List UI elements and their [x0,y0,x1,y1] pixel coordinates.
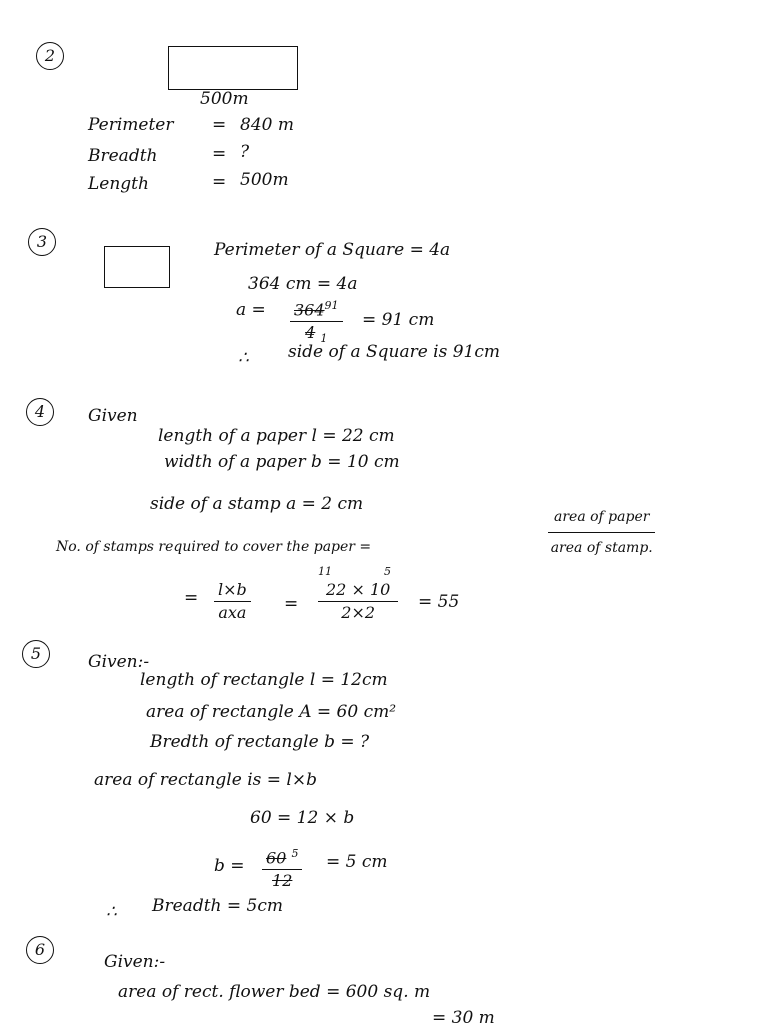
q4-eq1: = [184,588,199,608]
q3-result: = 91 cm [362,310,435,330]
q5-b-prefix: b = [214,856,245,876]
q3-step1: 364 cm = 4a [248,274,358,294]
q5-result: = 5 cm [326,852,388,872]
q2-length-eq: = [212,172,227,192]
q4-calc-fraction [318,582,398,621]
q3-fraction [290,300,343,345]
q5-given: Given:- [88,652,150,672]
q2-breadth-label: Breadth [88,146,158,166]
q2-perimeter-eq: = [212,115,227,135]
question-3-number: 3 [28,228,56,256]
q6-given: Given:- [104,952,166,972]
q4-lxb-numerator: l×b [214,582,251,602]
q4-calc-top-11: 11 [318,565,332,578]
q5-therefore: ∴ [106,902,117,922]
q3-formula: Perimeter of a Square = 4a [214,240,451,260]
q5-breadth: Bredth of rectangle b = ? [150,732,370,752]
q3-therefore: ∴ [238,348,249,368]
q2-perimeter-value: 840 m [240,115,294,135]
q4-area-denominator: area of stamp. [550,540,653,556]
q4-width: width of a paper b = 10 cm [164,452,400,472]
q4-result: = 55 [418,592,460,612]
question-2-number: 2 [36,42,64,70]
q5-frac-denominator: 12 [272,871,293,891]
q4-calc-denominator: 2×2 [341,603,376,622]
q6-partial: = 30 m [432,1008,495,1028]
q4-area-numerator: area of paper [548,510,655,533]
question-6-number: 6 [26,936,54,964]
q3-a-prefix: a = [236,300,266,320]
q2-rect-label: 500m [200,89,249,109]
question-4-number: 4 [26,398,54,426]
q3-frac-denominator: 4 [305,323,316,343]
q5-formula: area of rectangle is = l×b [94,770,317,790]
q3-frac-numerator-small: 91 [324,299,339,312]
q2-breadth-value: ? [240,142,250,162]
q4-given: Given [88,406,138,426]
q4-stamps-label: No. of stamps required to cover the paper = [56,539,372,555]
q2-length-value: 500m [240,170,289,190]
q4-calc-top-5: 5 [384,565,391,578]
q5-step: 60 = 12 × b [250,808,355,828]
q5-conclusion: Breadth = 5cm [152,896,283,916]
q3-frac-denominator-small: 1 [320,332,328,346]
q4-lxb-denominator: axa [218,603,247,622]
q5-area: area of rectangle A = 60 cm² [146,702,397,722]
q2-length-label: Length [88,174,149,194]
q4-length: length of a paper l = 22 cm [158,426,395,446]
q6-area: area of rect. flower bed = 600 sq. m [118,982,431,1002]
q4-area-fraction [548,510,655,555]
q5-fraction [262,848,302,889]
q2-rectangle-figure [168,46,298,90]
q3-square-figure [104,246,170,288]
q5-length: length of rectangle l = 12cm [140,670,388,690]
q4-eq2: = [284,594,299,614]
q5-frac-numerator: 60 [266,848,287,868]
question-5-number: 5 [22,640,50,668]
q2-breadth-eq: = [212,144,227,164]
q3-frac-numerator: 364 [294,300,325,320]
q2-perimeter-label: Perimeter [88,115,174,135]
q4-side: side of a stamp a = 2 cm [150,494,364,514]
q4-lxb-fraction [214,582,251,621]
q4-calc-numerator: 22 × 10 [318,582,398,602]
q3-conclusion: side of a Square is 91cm [288,342,501,362]
q5-frac-numerator-small: 5 [291,847,299,860]
